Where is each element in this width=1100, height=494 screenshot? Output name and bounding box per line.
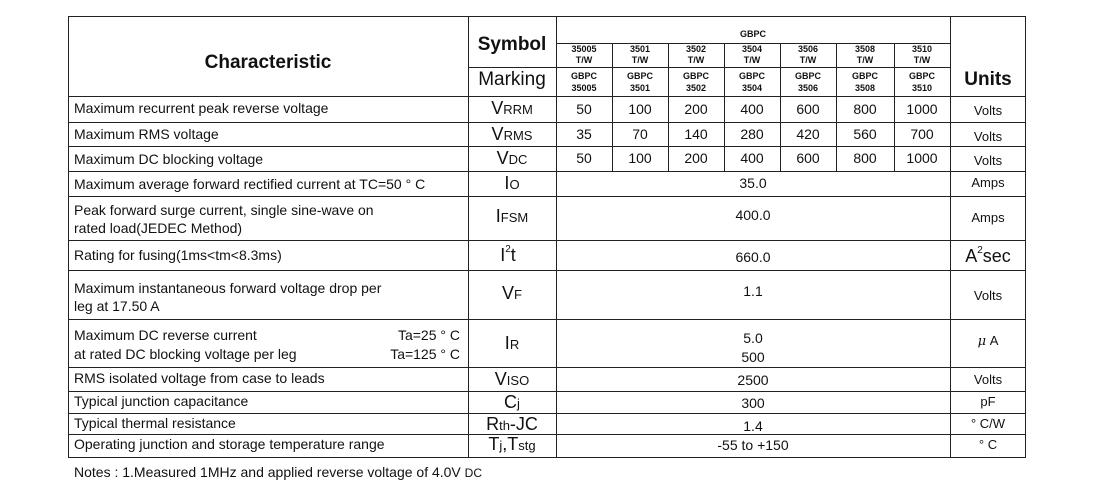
unit-cell: Volts xyxy=(973,153,1003,168)
notes-text: Notes : 1.Measured 1MHz and applied reverse voltage of 4.0V xyxy=(74,464,465,480)
value-cell: 100 xyxy=(628,101,652,117)
characteristic-label: Typical junction capacitance xyxy=(74,393,249,409)
value-cell: 200 xyxy=(684,101,708,117)
marking-line: GBPC xyxy=(738,71,766,81)
value-cell: 500 xyxy=(741,349,765,365)
symbol-rth: Rth-JC xyxy=(486,414,538,434)
value-cell: 5.0 xyxy=(743,330,763,346)
value-cell: 800 xyxy=(853,101,877,117)
value-cell: 400 xyxy=(740,101,764,117)
characteristics-table xyxy=(68,16,1026,459)
characteristic-label: Rating for fusing(1ms<tm<8.3ms) xyxy=(74,247,282,263)
marking-line: GBPC xyxy=(682,71,710,81)
part-variant: T/W xyxy=(913,55,931,65)
notes-dc: DC xyxy=(464,466,483,480)
characteristic-label: Maximum average forward rectified current at TC=50 ° C xyxy=(74,176,426,192)
symbol-tj-tstg: Tj,Tstg xyxy=(488,434,536,454)
part-number: 3510 xyxy=(911,44,933,54)
characteristic-label: rated load(JEDEC Method) xyxy=(74,220,243,236)
unit-cell: Volts xyxy=(973,288,1003,303)
symbol-header: Symbol xyxy=(477,34,547,55)
value-cell: 400.0 xyxy=(735,207,771,223)
part-variant: T/W xyxy=(799,55,817,65)
part-number: 3508 xyxy=(854,44,876,54)
symbol-vrms: VRMS xyxy=(491,124,533,144)
marking-code: 3510 xyxy=(911,83,933,93)
unit-cell: μ A xyxy=(977,333,999,349)
characteristic-label: Operating junction and storage temperature range xyxy=(74,436,385,452)
characteristic-label: Peak forward surge current, single sine-wave on xyxy=(74,202,374,218)
value-cell: 660.0 xyxy=(735,249,771,265)
part-number: 3506 xyxy=(797,44,819,54)
marking-code: 3504 xyxy=(741,83,763,93)
part-number: 3504 xyxy=(741,44,763,54)
value-cell: 1000 xyxy=(906,101,938,117)
value-cell: 70 xyxy=(632,126,648,142)
characteristic-label: Maximum RMS voltage xyxy=(74,126,219,142)
symbol-viso: VISO xyxy=(494,369,530,389)
characteristic-label: Maximum DC reverse current xyxy=(74,327,257,343)
unit-cell: Volts xyxy=(973,129,1003,144)
value-cell: 140 xyxy=(684,126,708,142)
value-cell: 200 xyxy=(684,150,708,166)
value-cell: 560 xyxy=(853,126,877,142)
characteristic-label: leg at 17.50 A xyxy=(74,298,160,314)
value-cell: 800 xyxy=(853,150,877,166)
notes-line xyxy=(74,464,482,480)
value-cell: 280 xyxy=(740,126,764,142)
condition-label: Ta=25 ° C xyxy=(397,327,460,343)
unit-cell: Amps xyxy=(971,210,1005,225)
units-header: Units xyxy=(964,69,1012,90)
marking-line: GBPC xyxy=(908,71,936,81)
marking-code: 3508 xyxy=(854,83,876,93)
characteristic-label: Maximum instantaneous forward voltage drop per xyxy=(74,280,382,296)
value-cell: 1000 xyxy=(906,150,938,166)
symbol-cj: Cj xyxy=(504,392,520,412)
part-variant: T/W xyxy=(575,55,593,65)
marking-code: 3506 xyxy=(797,83,819,93)
value-cell: 35.0 xyxy=(739,175,767,191)
characteristic-label: Typical thermal resistance xyxy=(74,415,236,431)
gbpc-header: GBPC xyxy=(739,29,767,39)
symbol-ir: IR xyxy=(504,333,520,353)
characteristic-label: Maximum recurrent peak reverse voltage xyxy=(74,100,329,116)
symbol-vrrm: VRRM xyxy=(491,98,533,118)
symbol-io: IO xyxy=(504,173,520,193)
value-cell: 50 xyxy=(576,150,592,166)
symbol-i2t: $I^2t$ xyxy=(500,244,516,265)
characteristic-label: at rated DC blocking voltage per leg xyxy=(74,346,297,362)
value-cell: -55 to +150 xyxy=(717,437,789,453)
part-variant: T/W xyxy=(856,55,874,65)
value-cell: 1.1 xyxy=(743,283,763,299)
part-variant: T/W xyxy=(631,55,649,65)
part-number: 3502 xyxy=(685,44,707,54)
symbol-vf: VF xyxy=(502,283,522,303)
marking-code: 3502 xyxy=(685,83,707,93)
marking-code: 35005 xyxy=(571,83,597,93)
value-cell: 300 xyxy=(741,395,765,411)
value-cell: 700 xyxy=(910,126,934,142)
unit-cell: ° C xyxy=(978,437,998,452)
value-cell: 35 xyxy=(576,126,592,142)
value-cell: 1.4 xyxy=(743,418,763,434)
value-cell: 400 xyxy=(740,150,764,166)
part-variant: T/W xyxy=(687,55,705,65)
symbol-ifsm: IFSM xyxy=(495,206,529,226)
part-number: 3501 xyxy=(629,44,651,54)
symbol-vdc: VDC xyxy=(496,148,528,168)
unit-cell: ° C/W xyxy=(970,416,1006,431)
characteristic-label: Maximum DC blocking voltage xyxy=(74,151,264,167)
marking-line: GBPC xyxy=(570,71,598,81)
unit-cell: Volts xyxy=(973,103,1003,118)
characteristic-header: Characteristic xyxy=(204,52,332,73)
unit-cell: pF xyxy=(980,394,996,409)
marking-line: GBPC xyxy=(851,71,879,81)
value-cell: 600 xyxy=(796,150,820,166)
characteristic-label: RMS isolated voltage from case to leads xyxy=(74,370,325,386)
condition-label: Ta=125 ° C xyxy=(390,346,460,362)
unit-cell: $A^2\sec$ xyxy=(965,245,1011,266)
value-cell: 2500 xyxy=(737,372,769,388)
marking-header: Marking xyxy=(478,69,546,90)
value-cell: 600 xyxy=(796,101,820,117)
marking-line: GBPC xyxy=(794,71,822,81)
value-cell: 50 xyxy=(576,101,592,117)
unit-cell: Amps xyxy=(971,175,1005,190)
part-number: 35005 xyxy=(571,44,597,54)
marking-code: 3501 xyxy=(629,83,651,93)
unit-cell: Volts xyxy=(973,372,1003,387)
marking-line: GBPC xyxy=(626,71,654,81)
value-cell: 100 xyxy=(628,150,652,166)
part-variant: T/W xyxy=(743,55,761,65)
value-cell: 420 xyxy=(796,126,820,142)
